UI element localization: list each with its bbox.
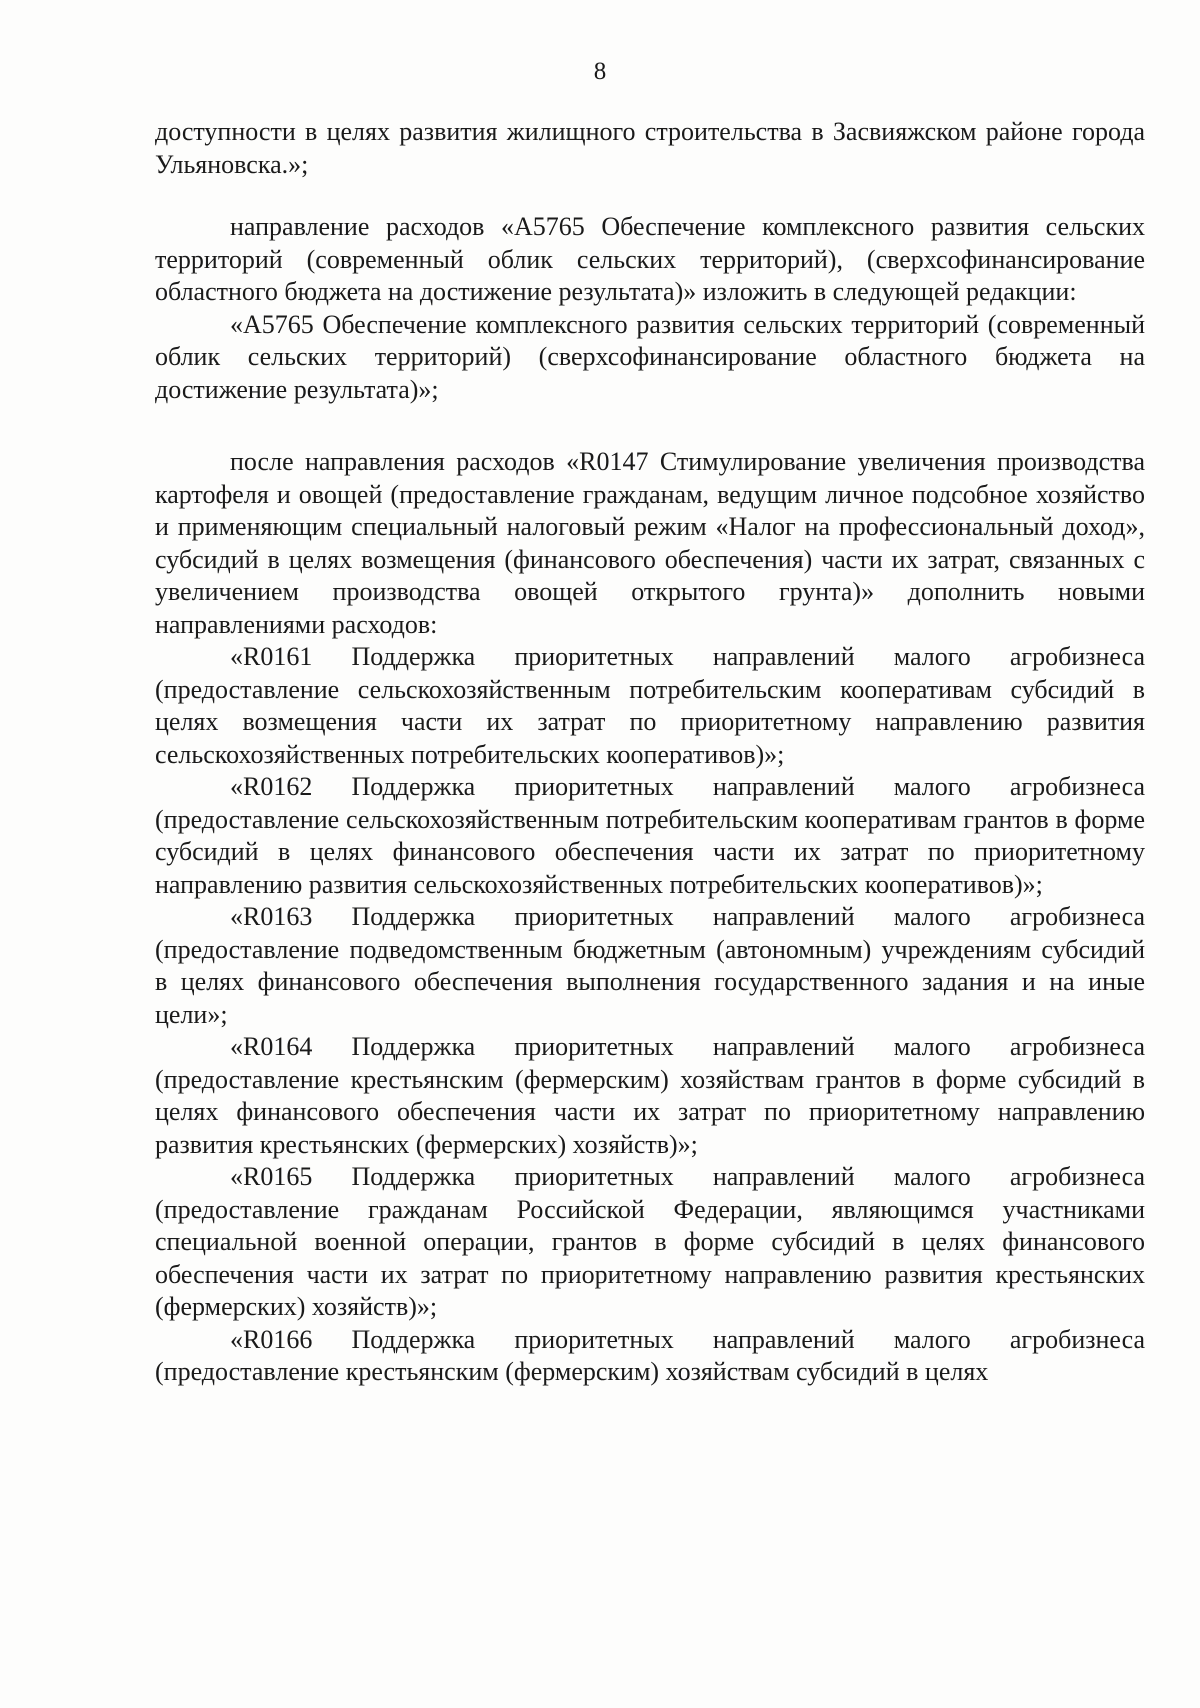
paragraph-expense-r0161: «R0161 Поддержка приоритетных направлений малого агробизнеса (предоставление сельскохозяйственным потребительским кооперативам субсидий в целях возмещения части их затрат по приоритетному направлению развития сельскохозяйственных потребительских кооперативов)»; xyxy=(155,642,1145,769)
paragraph-expense-r0147-instruction: после направления расходов «R0147 Стимулирование увеличения производства картофеля и овощей (предоставление гражданам, ведущим личное подсобное хозяйство и применяющим специальный налоговый режим «Налог на профессиональный доход», субсидий в целях возмещения (финансового обеспечения) части их затрат, связанных с увеличением производства овощей открытого грунта)» дополнить новыми направлениями расходов: xyxy=(155,447,1145,639)
page-number: 8 xyxy=(593,58,607,85)
paragraph-expense-a5765-new-text: «А5765 Обеспечение комплексного развития сельских территорий (современный облик сельских территорий) (сверхсофинансирование областного бюджета на достижение результата)»; xyxy=(155,309,1145,404)
paragraph-expense-r0166: «R0166 Поддержка приоритетных направлений малого агробизнеса (предоставление крестьянским (фермерским) хозяйствам субсидий в целях xyxy=(155,1324,1145,1386)
paragraph-expense-r0165: «R0165 Поддержка приоритетных направлений малого агробизнеса (предоставление гражданам Российской Федерации, являющимся участниками специальной военной операции, грантов в форме субсидий в целях финансового обеспечения части их затрат по приоритетному направлению развития крестьянских (фермерских) хозяйств)»; xyxy=(155,1162,1145,1321)
document-body xyxy=(155,116,1145,1389)
paragraph-expense-r0164: «R0164 Поддержка приоритетных направлений малого агробизнеса (предоставление крестьянским (фермерским) хозяйствам грантов в форме субсидий в целях финансового обеспечения части их затрат по приоритетному направлению развития крестьянских (фермерских) хозяйств)»; xyxy=(155,1032,1145,1159)
paragraph-expense-r0162: «R0162 Поддержка приоритетных направлений малого агробизнеса (предоставление сельскохозяйственным потребительским кооперативам грантов в форме субсидий в целях финансового обеспечения части их затрат по приоритетному направлению развития сельскохозяйственных потребительских кооперативов)»; xyxy=(155,772,1145,899)
paragraph-continuation: доступности в целях развития жилищного строительства в Засвияжском районе города Ульяновска.»; xyxy=(155,117,1145,179)
paragraph-expense-a5765-instruction: направление расходов «А5765 Обеспечение комплексного развития сельских территорий (современный облик сельских территорий), (сверхсофинансирование областного бюджета на достижение результата)» изложить в следующей редакции: xyxy=(155,212,1145,306)
paragraph-expense-r0163: «R0163 Поддержка приоритетных направлений малого агробизнеса (предоставление подведомственным бюджетным (автономным) учреждениям субсидий в целях финансового обеспечения выполнения государственного задания и на иные цели»; xyxy=(155,902,1145,1029)
